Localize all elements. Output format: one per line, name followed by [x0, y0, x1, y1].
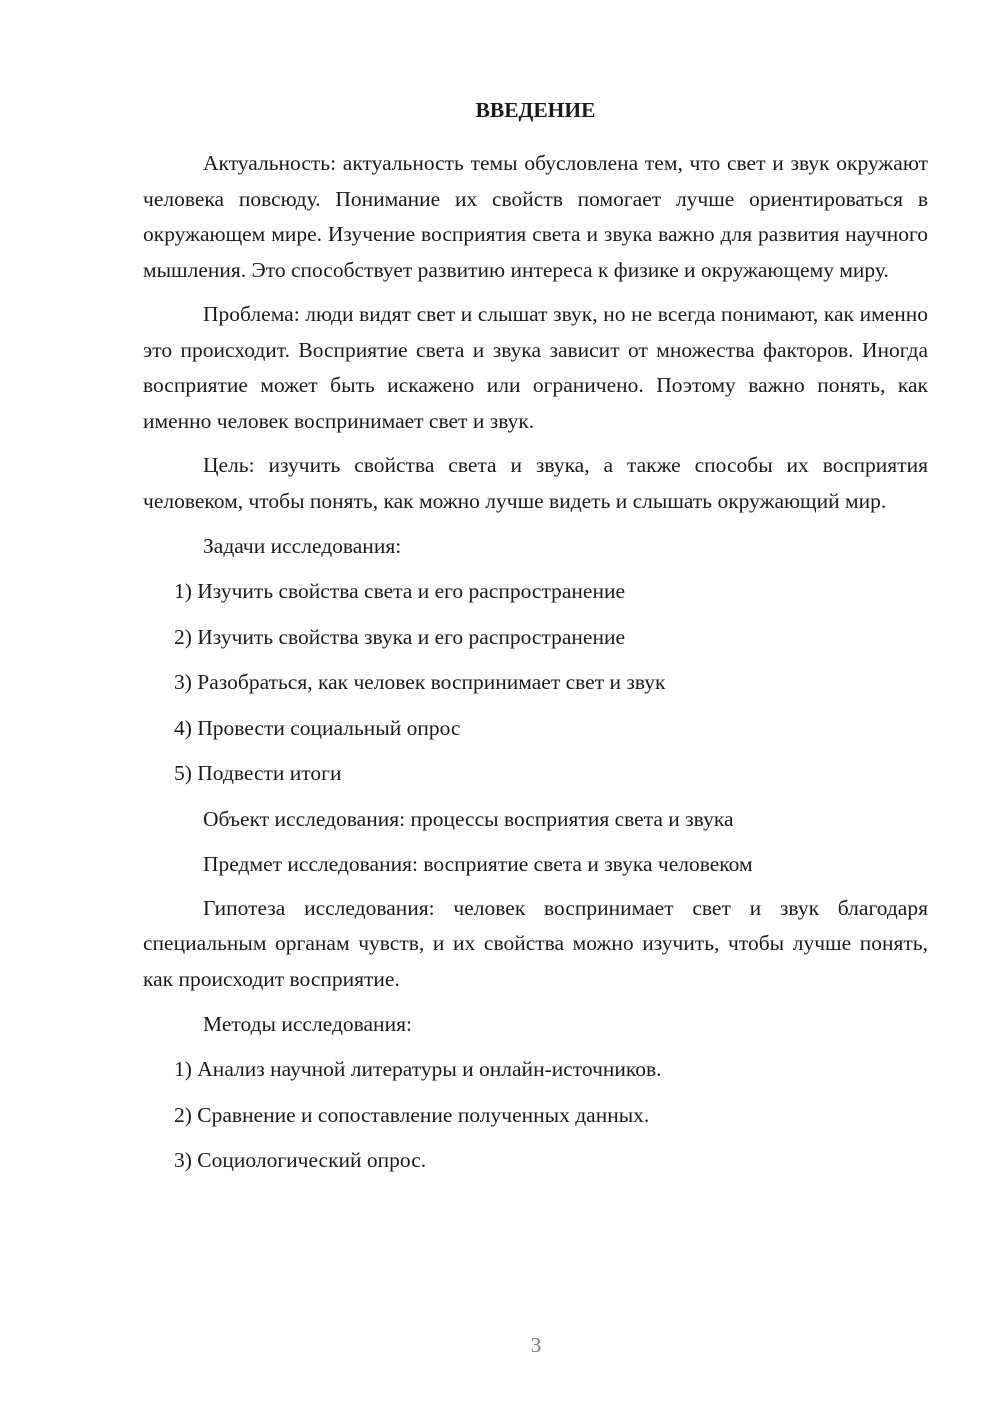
problem-paragraph: Проблема: люди видят свет и слышат звук, но не всегда понимают, как именно это происходит. Восприятие света и звука зависит от множества факторов. Иногда восприятие может быть искажено или ограничено. Поэтому важно понять, как именно человек воспринимает свет и звук. — [143, 302, 928, 433]
object-line: Объект исследования: процессы восприятия света и звука — [203, 806, 734, 831]
tasks-heading: Задачи исследования: — [203, 534, 402, 558]
method-item: 3) Социологический опрос. — [174, 1148, 427, 1172]
methods-heading: Методы исследования: — [203, 1012, 412, 1036]
document-page — [143, 92, 928, 1188]
page-number: 3 — [530, 1333, 542, 1357]
task-item: 2) Изучить свойства звука и его распространение — [174, 624, 626, 649]
tasks-list — [143, 573, 928, 791]
goal-paragraph: Цель: изучить свойства света и звука, а также способы их восприятия человеком, чтобы понять, как можно лучше видеть и слышать окружающий мир. — [143, 453, 928, 513]
method-item: 2) Сравнение и сопоставление полученных данных. — [174, 1102, 650, 1127]
relevance-paragraph: Актуальность: актуальность темы обусловлена тем, что свет и звук окружают человека повсюду. Понимание их свойств помогает лучше ориентироваться в окружающем мире. Изучение восприятия света и звука важно для развития научного мышления. Это способствует развитию интереса к физике и окружающему миру. — [143, 151, 928, 282]
methods-list — [143, 1051, 928, 1178]
task-item: 3) Разобраться, как человек воспринимает свет и звук — [174, 670, 666, 694]
task-item: 1) Изучить свойства света и его распространение — [174, 579, 626, 603]
hypothesis-paragraph: Гипотеза исследования: человек воспринимает свет и звук благодаря специальным органам чувств, и их свойства можно изучить, чтобы лучше понять, как происходит восприятие. — [143, 895, 928, 991]
subject-line: Предмет исследования: восприятие света и звука человеком — [203, 851, 753, 876]
method-item: 1) Анализ научной литературы и онлайн-источников. — [174, 1057, 662, 1081]
task-item: 4) Провести социальный опрос — [174, 715, 461, 740]
task-item: 5) Подвести итоги — [174, 761, 342, 785]
section-title: ВВЕДЕНИЕ — [475, 98, 596, 122]
